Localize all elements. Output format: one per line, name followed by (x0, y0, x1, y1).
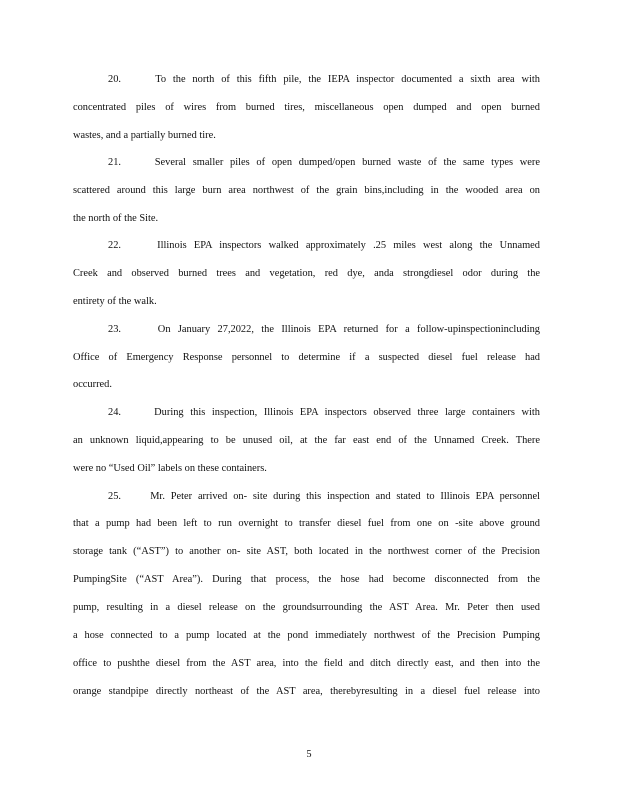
paragraph-21-line-1: 21. Several smaller piles of open dumped/open burned waste of the same types were (108, 157, 540, 168)
paragraph-25-line-7: office to pushthe diesel from the AST area, into the field and ditch directly east, and then into the (73, 658, 540, 669)
paragraph-21-line-3: the north of the Site. (73, 213, 159, 224)
paragraph-23-line-3: occurred. (73, 379, 112, 390)
paragraph-24-line-1: 24. During this inspection, Illinois EPA inspectors observed three large containers with (108, 407, 540, 418)
paragraph-22-line-3: entirety of the walk. (73, 296, 157, 307)
paragraph-20-line-1: 20. To the north of this fifth pile, the IEPA inspector documented a sixth area with (108, 74, 540, 85)
page-number: 5 (306, 749, 312, 760)
paragraph-25-line-4: PumpingSite (“AST Area”). During that process, the hose had become disconnected from the (73, 574, 540, 585)
paragraph-25-line-8: orange standpipe directly northeast of the AST area, therebyresulting in a diesel fuel release into (73, 686, 540, 697)
paragraph-25-line-3: storage tank (“AST”) to another on- site AST, both located in the northwest corner of the Precision (73, 546, 540, 557)
paragraph-25-line-2: that a pump had been left to run overnight to transfer diesel fuel from one on -site above ground (73, 518, 540, 529)
paragraph-24-line-3: were no “Used Oil” labels on these containers. (73, 463, 267, 474)
paragraph-20-line-2: concentrated piles of wires from burned tires, miscellaneous open dumped and open burned (73, 102, 540, 113)
paragraph-25-line-5: pump, resulting in a diesel release on the groundsurrounding the AST Area. Mr. Peter then used (73, 602, 540, 613)
paragraph-24-line-2: an unknown liquid,appearing to be unused oil, at the far east end of the Unnamed Creek. There (73, 435, 540, 446)
paragraph-22-line-1: 22. Illinois EPA inspectors walked approximately .25 miles west along the Unnamed (108, 240, 540, 251)
paragraph-23-line-1: 23. On January 27,2022, the Illinois EPA returned for a follow-upinspectionincluding (108, 324, 540, 335)
paragraph-23-line-2: Office of Emergency Response personnel to determine if a suspected diesel fuel release had (73, 352, 540, 363)
paragraph-22-line-2: Creek and observed burned trees and vegetation, red dye, anda strongdiesel odor during the (73, 268, 540, 279)
paragraph-25-line-6: a hose connected to a pump located at the pond immediately northwest of the Precision Pumping (73, 630, 540, 641)
paragraph-21-line-2: scattered around this large burn area northwest of the grain bins,including in the wooded area on (73, 185, 540, 196)
paragraph-25-line-1: 25. Mr. Peter arrived on- site during this inspection and stated to Illinois EPA personnel (108, 491, 540, 502)
paragraph-20-line-3: wastes, and a partially burned tire. (73, 130, 216, 141)
